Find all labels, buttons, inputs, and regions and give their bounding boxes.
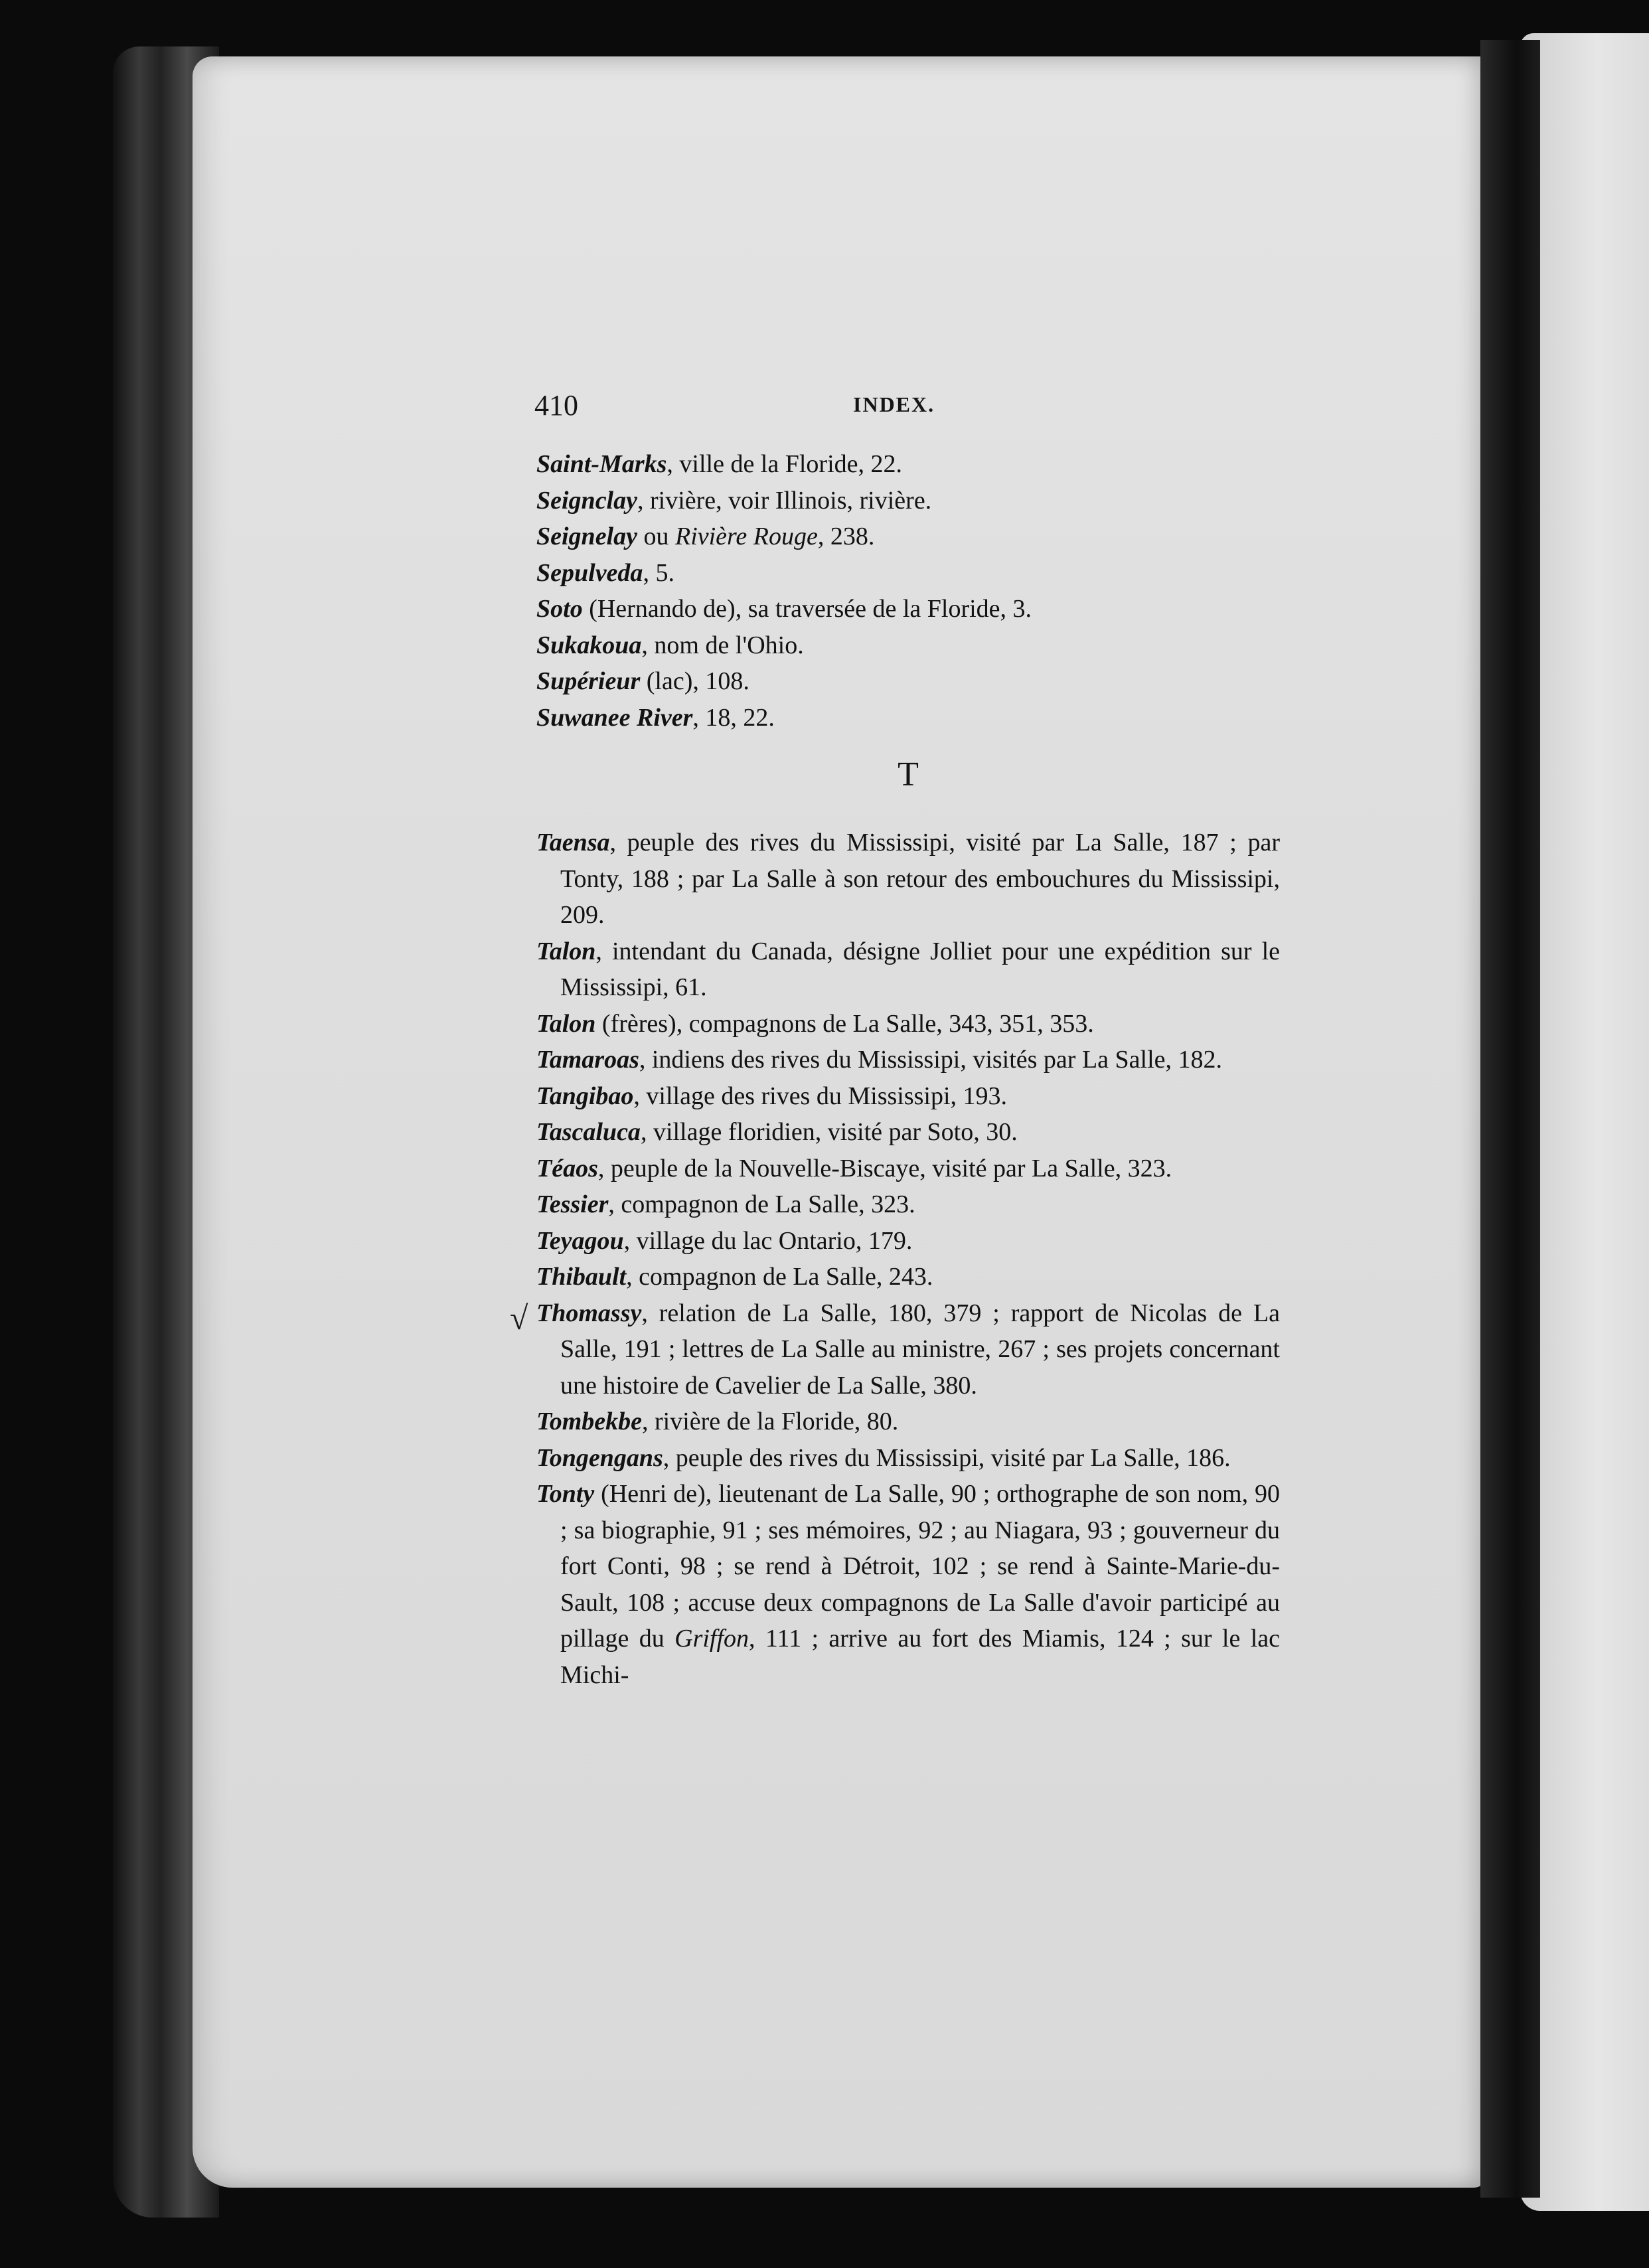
index-column bbox=[536, 446, 1280, 1693]
index-text: (Henri de), lieutenant de La Salle, 90 ; orthographe de son nom, 90 ; sa biographie, 91 ; ses mémoires, 92 ; au Niagara, 93 ; gouverneur du fort Conti, 98 ; se rend à Détroit, 102 ; se rend à Sainte-Marie-du-Sault, 108 ; accuse deux compagnons de La Salle d'avoir participé au pillage du bbox=[560, 1480, 1280, 1653]
index-entry bbox=[536, 1476, 1280, 1693]
index-text-secondary: , 111 ; arrive au fort des Miamis, 124 ; sur le lac Michi- bbox=[560, 1625, 1280, 1689]
index-entry bbox=[536, 1186, 1280, 1223]
index-text: , compagnon de La Salle, 243. bbox=[626, 1263, 933, 1291]
index-entry bbox=[536, 825, 1280, 933]
index-text: , compagnon de La Salle, 323. bbox=[608, 1190, 915, 1218]
index-term: Tascaluca bbox=[536, 1118, 641, 1146]
index-text: , peuple de la Nouvelle-Biscaye, visité par La Salle, 323. bbox=[597, 1154, 1172, 1182]
index-text: ou bbox=[637, 523, 675, 550]
index-term: Sepulveda bbox=[536, 558, 643, 587]
index-entry bbox=[536, 1042, 1280, 1078]
index-term: Teyagou bbox=[536, 1226, 624, 1255]
index-term: Thibault bbox=[536, 1263, 627, 1291]
index-text: (frères), compagnons de La Salle, 343, 351, 353. bbox=[595, 1009, 1094, 1038]
index-term-secondary: Rivière Rouge bbox=[674, 523, 818, 550]
index-entry bbox=[536, 1114, 1280, 1151]
index-section-t bbox=[536, 825, 1280, 1693]
index-term: Tonty bbox=[536, 1480, 595, 1508]
index-term: Téaos bbox=[536, 1154, 598, 1182]
index-entry bbox=[536, 555, 1280, 592]
index-entry bbox=[536, 1151, 1280, 1187]
index-entry bbox=[536, 1404, 1280, 1440]
index-text: , 18, 22. bbox=[692, 703, 775, 732]
index-term: Tangibao bbox=[536, 1082, 634, 1110]
book-gutter bbox=[1480, 40, 1540, 2198]
index-text: , village du lac Ontario, 179. bbox=[623, 1226, 913, 1255]
index-section-s bbox=[536, 446, 1280, 736]
running-head bbox=[534, 388, 1248, 428]
section-letter: T bbox=[898, 756, 919, 793]
index-text: , ville de la Floride, 22. bbox=[667, 450, 903, 478]
index-text: (lac), 108. bbox=[640, 667, 749, 695]
index-text: , 5. bbox=[643, 558, 674, 587]
index-text: , rivière, voir Illinois, rivière. bbox=[637, 486, 932, 515]
index-entry bbox=[536, 1295, 1280, 1404]
index-entry bbox=[536, 1006, 1280, 1042]
index-text: , indiens des rives du Mississipi, visités par La Salle, 182. bbox=[639, 1046, 1223, 1074]
index-term: Tessier bbox=[536, 1190, 609, 1218]
index-entry bbox=[536, 700, 1280, 736]
index-text: , relation de La Salle, 180, 379 ; rapport de Nicolas de La Salle, 191 ; lettres de La Salle au ministre, 267 ; ses projets concernant une histoire de Cavelier de La Salle, 380. bbox=[560, 1299, 1280, 1400]
index-term-secondary: Griffon bbox=[674, 1625, 749, 1653]
index-entry bbox=[536, 933, 1280, 1006]
index-term: Taensa bbox=[536, 829, 610, 856]
index-term: Talon bbox=[536, 1009, 596, 1038]
index-text: , rivière de la Floride, 80. bbox=[642, 1408, 899, 1435]
index-text-secondary: , 238. bbox=[817, 523, 875, 550]
index-entry bbox=[536, 627, 1280, 664]
index-text: (Hernando de), sa traversée de la Floride, 3. bbox=[582, 595, 1032, 623]
margin-check-mark: √ bbox=[510, 1299, 528, 1336]
index-text: , village floridien, visité par Soto, 30. bbox=[640, 1118, 1018, 1146]
index-term: Talon bbox=[536, 937, 596, 965]
index-entry bbox=[536, 1223, 1280, 1259]
index-term: Sukakoua bbox=[536, 631, 642, 659]
index-entry bbox=[536, 1259, 1280, 1295]
index-entry bbox=[536, 1440, 1280, 1477]
index-term: Supérieur bbox=[536, 667, 641, 695]
index-text: , village des rives du Mississipi, 193. bbox=[633, 1082, 1008, 1110]
index-text: , intendant du Canada, désigne Jolliet pour une expédition sur le Mississipi, 61. bbox=[560, 937, 1280, 1001]
index-entry bbox=[536, 446, 1280, 483]
index-text: , peuple des rives du Mississipi, visité par La Salle, 186. bbox=[663, 1443, 1231, 1472]
index-term: Seignelay bbox=[536, 523, 637, 550]
index-text: , nom de l'Ohio. bbox=[641, 631, 804, 659]
index-term: Seignclay bbox=[536, 486, 637, 515]
index-term: Thomassy bbox=[536, 1299, 642, 1327]
index-term: Saint-Marks bbox=[536, 450, 667, 478]
page-number: 410 bbox=[534, 389, 578, 422]
index-term: Suwanee River bbox=[536, 703, 693, 732]
index-entry bbox=[536, 591, 1280, 627]
index-entry bbox=[536, 483, 1280, 519]
index-term: Soto bbox=[536, 595, 583, 623]
index-entry bbox=[536, 519, 1280, 555]
index-term: Tamaroas bbox=[536, 1046, 639, 1074]
index-entry bbox=[536, 1078, 1280, 1115]
header-title: INDEX. bbox=[853, 392, 935, 416]
index-entry bbox=[536, 663, 1280, 700]
index-text: , peuple des rives du Mississipi, visité par La Salle, 187 ; par Tonty, 188 ; par La Salle à son retour des embouchures du Mississipi, 209. bbox=[560, 829, 1280, 929]
index-term: Tombekbe bbox=[536, 1408, 643, 1435]
index-term: Tongengans bbox=[536, 1443, 663, 1472]
